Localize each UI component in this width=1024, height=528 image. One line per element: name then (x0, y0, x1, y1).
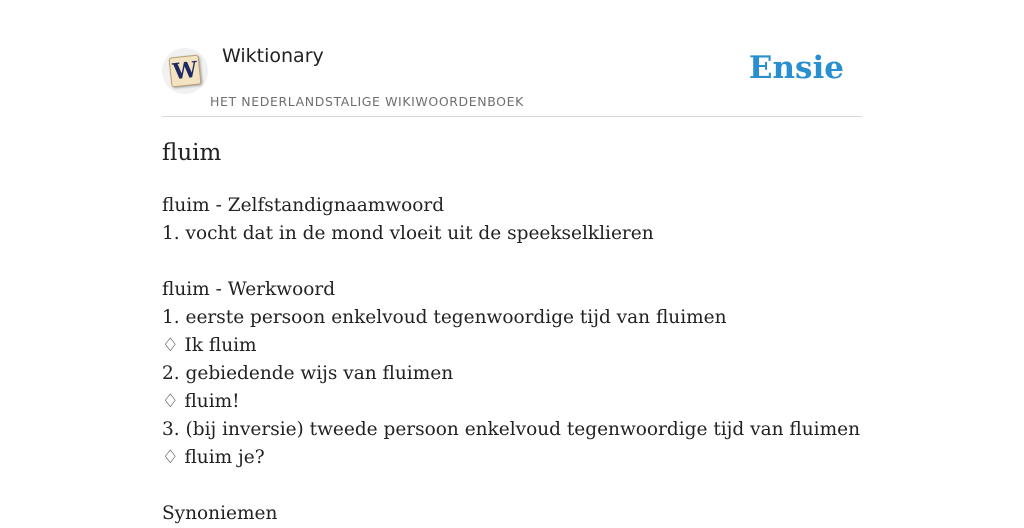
ensie-logo[interactable]: Ensie (748, 50, 844, 86)
definition-line: 2. gebiedende wijs van fluimen (162, 363, 454, 384)
site-name[interactable]: Wiktionary (222, 45, 324, 67)
spacer (162, 472, 860, 500)
definition-line: 3. (bij inversie) tweede persoon enkelvoud tegenwoordige tijd van fluimen (162, 419, 860, 440)
definition-line: 1. eerste persoon enkelvoud tegenwoordige tijd van fluimen (162, 307, 727, 328)
definition-line: 1. vocht dat in de mond vloeit uit de speekselklieren (162, 223, 654, 244)
entry-heading: fluim - Zelfstandignaamwoord (162, 195, 445, 216)
example-line: ♢ fluim je? (162, 447, 265, 468)
w-tile-icon: W (169, 55, 202, 88)
entry-heading: Synoniemen (162, 503, 278, 524)
page-title: fluim (162, 140, 222, 166)
entry-heading: fluim - Werkwoord (162, 279, 336, 300)
page (162, 0, 862, 524)
spacer (162, 248, 860, 276)
header (162, 0, 862, 117)
example-line: ♢ Ik fluim (162, 335, 257, 356)
site-tagline: HET NEDERLANDSTALIGE WIKIWOORDENBOEK (210, 94, 524, 109)
wiktionary-logo[interactable] (162, 48, 208, 94)
example-line: ♢ fluim! (162, 391, 240, 412)
definition-content (162, 192, 860, 528)
